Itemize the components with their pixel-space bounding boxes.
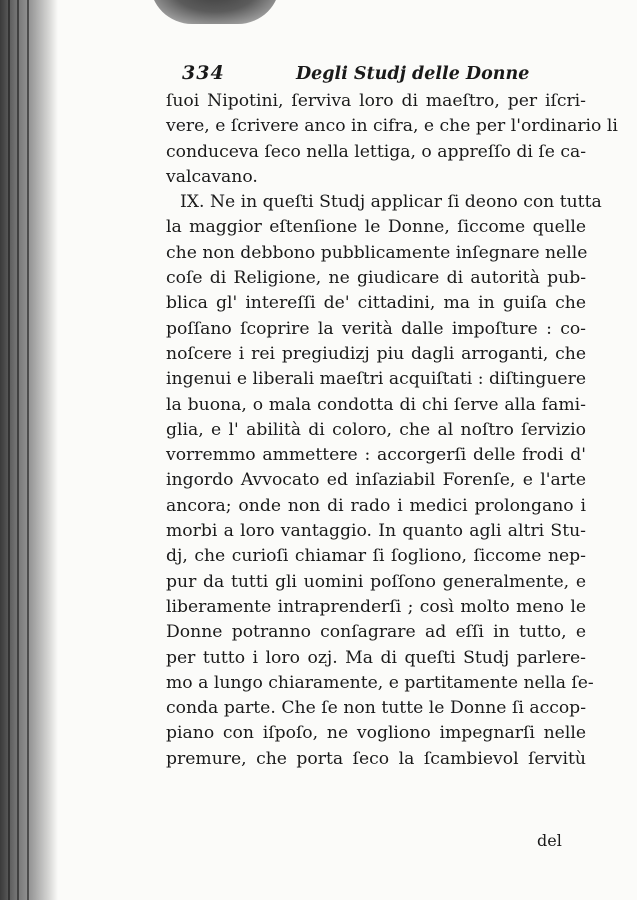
- text-line: valcavano.: [166, 166, 258, 187]
- text-line: conduceva ſeco nella lettiga, o appreſſo di ſe ca-: [166, 141, 587, 162]
- text-line: blica gl' intereſſi de' cittadini, ma in guiſa che: [166, 293, 586, 314]
- binding-streak: [27, 0, 29, 900]
- text-line: ancora; onde non di rado i medici prolongano i: [166, 495, 586, 516]
- text-line: la maggior eſtenſione le Donne, ſiccome quelle: [166, 217, 586, 238]
- text-line: piano con iſpoſo, ne vogliono impegnarſi nelle: [166, 723, 586, 744]
- text-line: glia, e l' abilità di coloro, che al noſtro ſervizio: [166, 419, 586, 440]
- text-line: noſcere i rei pregiudizj piu dagli arroganti, che: [166, 343, 586, 364]
- page-number: 334: [182, 62, 225, 84]
- text-line: mo a lungo chiaramente, e partitamente nella ſe-: [166, 672, 594, 693]
- text-line: ingordo Avvocato ed inſaziabil Forenſe, e l'arte: [166, 470, 586, 491]
- text-line: che non debbono pubblicamente inſegnare nelle: [166, 242, 588, 263]
- text-line: morbi a loro vantaggio. In quanto agli altri Stu-: [166, 521, 586, 542]
- body-text: [166, 89, 618, 772]
- running-title: Degli Studj delle Donne: [296, 64, 530, 84]
- text-line: per tutto i loro ozj. Ma di queſti Studj parlere-: [166, 647, 586, 668]
- paragraph-start-line: IX. Ne in queſti Studj applicar ſi deono con tutta: [180, 192, 602, 213]
- text-line: premure, che porta ſeco la ſcambievol ſervitù: [166, 748, 586, 769]
- text-line: pur da tutti gli uomini poſſono generalmente, e: [166, 571, 586, 592]
- text-line: vorremmo ammettere : accorgerſi delle frodi d': [166, 445, 586, 466]
- text-line: conda parte. Che ſe non tutte le Donne ſi accop-: [166, 698, 586, 719]
- text-line: coſe di Religione, ne giudicare di autorità pub-: [166, 268, 586, 289]
- ink-blot: [150, 0, 280, 24]
- text-line: la buona, o mala condotta di chi ſerve alla fami-: [166, 394, 586, 415]
- text-line: liberamente intraprenderſi ; così molto meno le: [166, 596, 586, 617]
- text-line: poſſano ſcoprire la verità dalle impoſture : co-: [166, 318, 586, 339]
- text-line: vere, e ſcrivere anco in cifra, e che per l'ordinario li: [166, 116, 618, 137]
- binding-streak: [8, 0, 10, 900]
- text-line: ingenui e liberali maeſtri acquiſtati : diſtinguere: [166, 369, 586, 390]
- catchword: del: [537, 831, 562, 850]
- text-line: Donne potranno conſagrare ad eſſi in tutto, e: [166, 622, 586, 643]
- text-line: dj, che curioſi chiamar ſi ſogliono, ſiccome nep-: [166, 546, 586, 567]
- book-binding-shadow: [0, 0, 58, 900]
- text-line: ſuoi Nipotini, ſerviva loro di maeſtro, per iſcri-: [166, 91, 586, 111]
- binding-streak: [17, 0, 19, 900]
